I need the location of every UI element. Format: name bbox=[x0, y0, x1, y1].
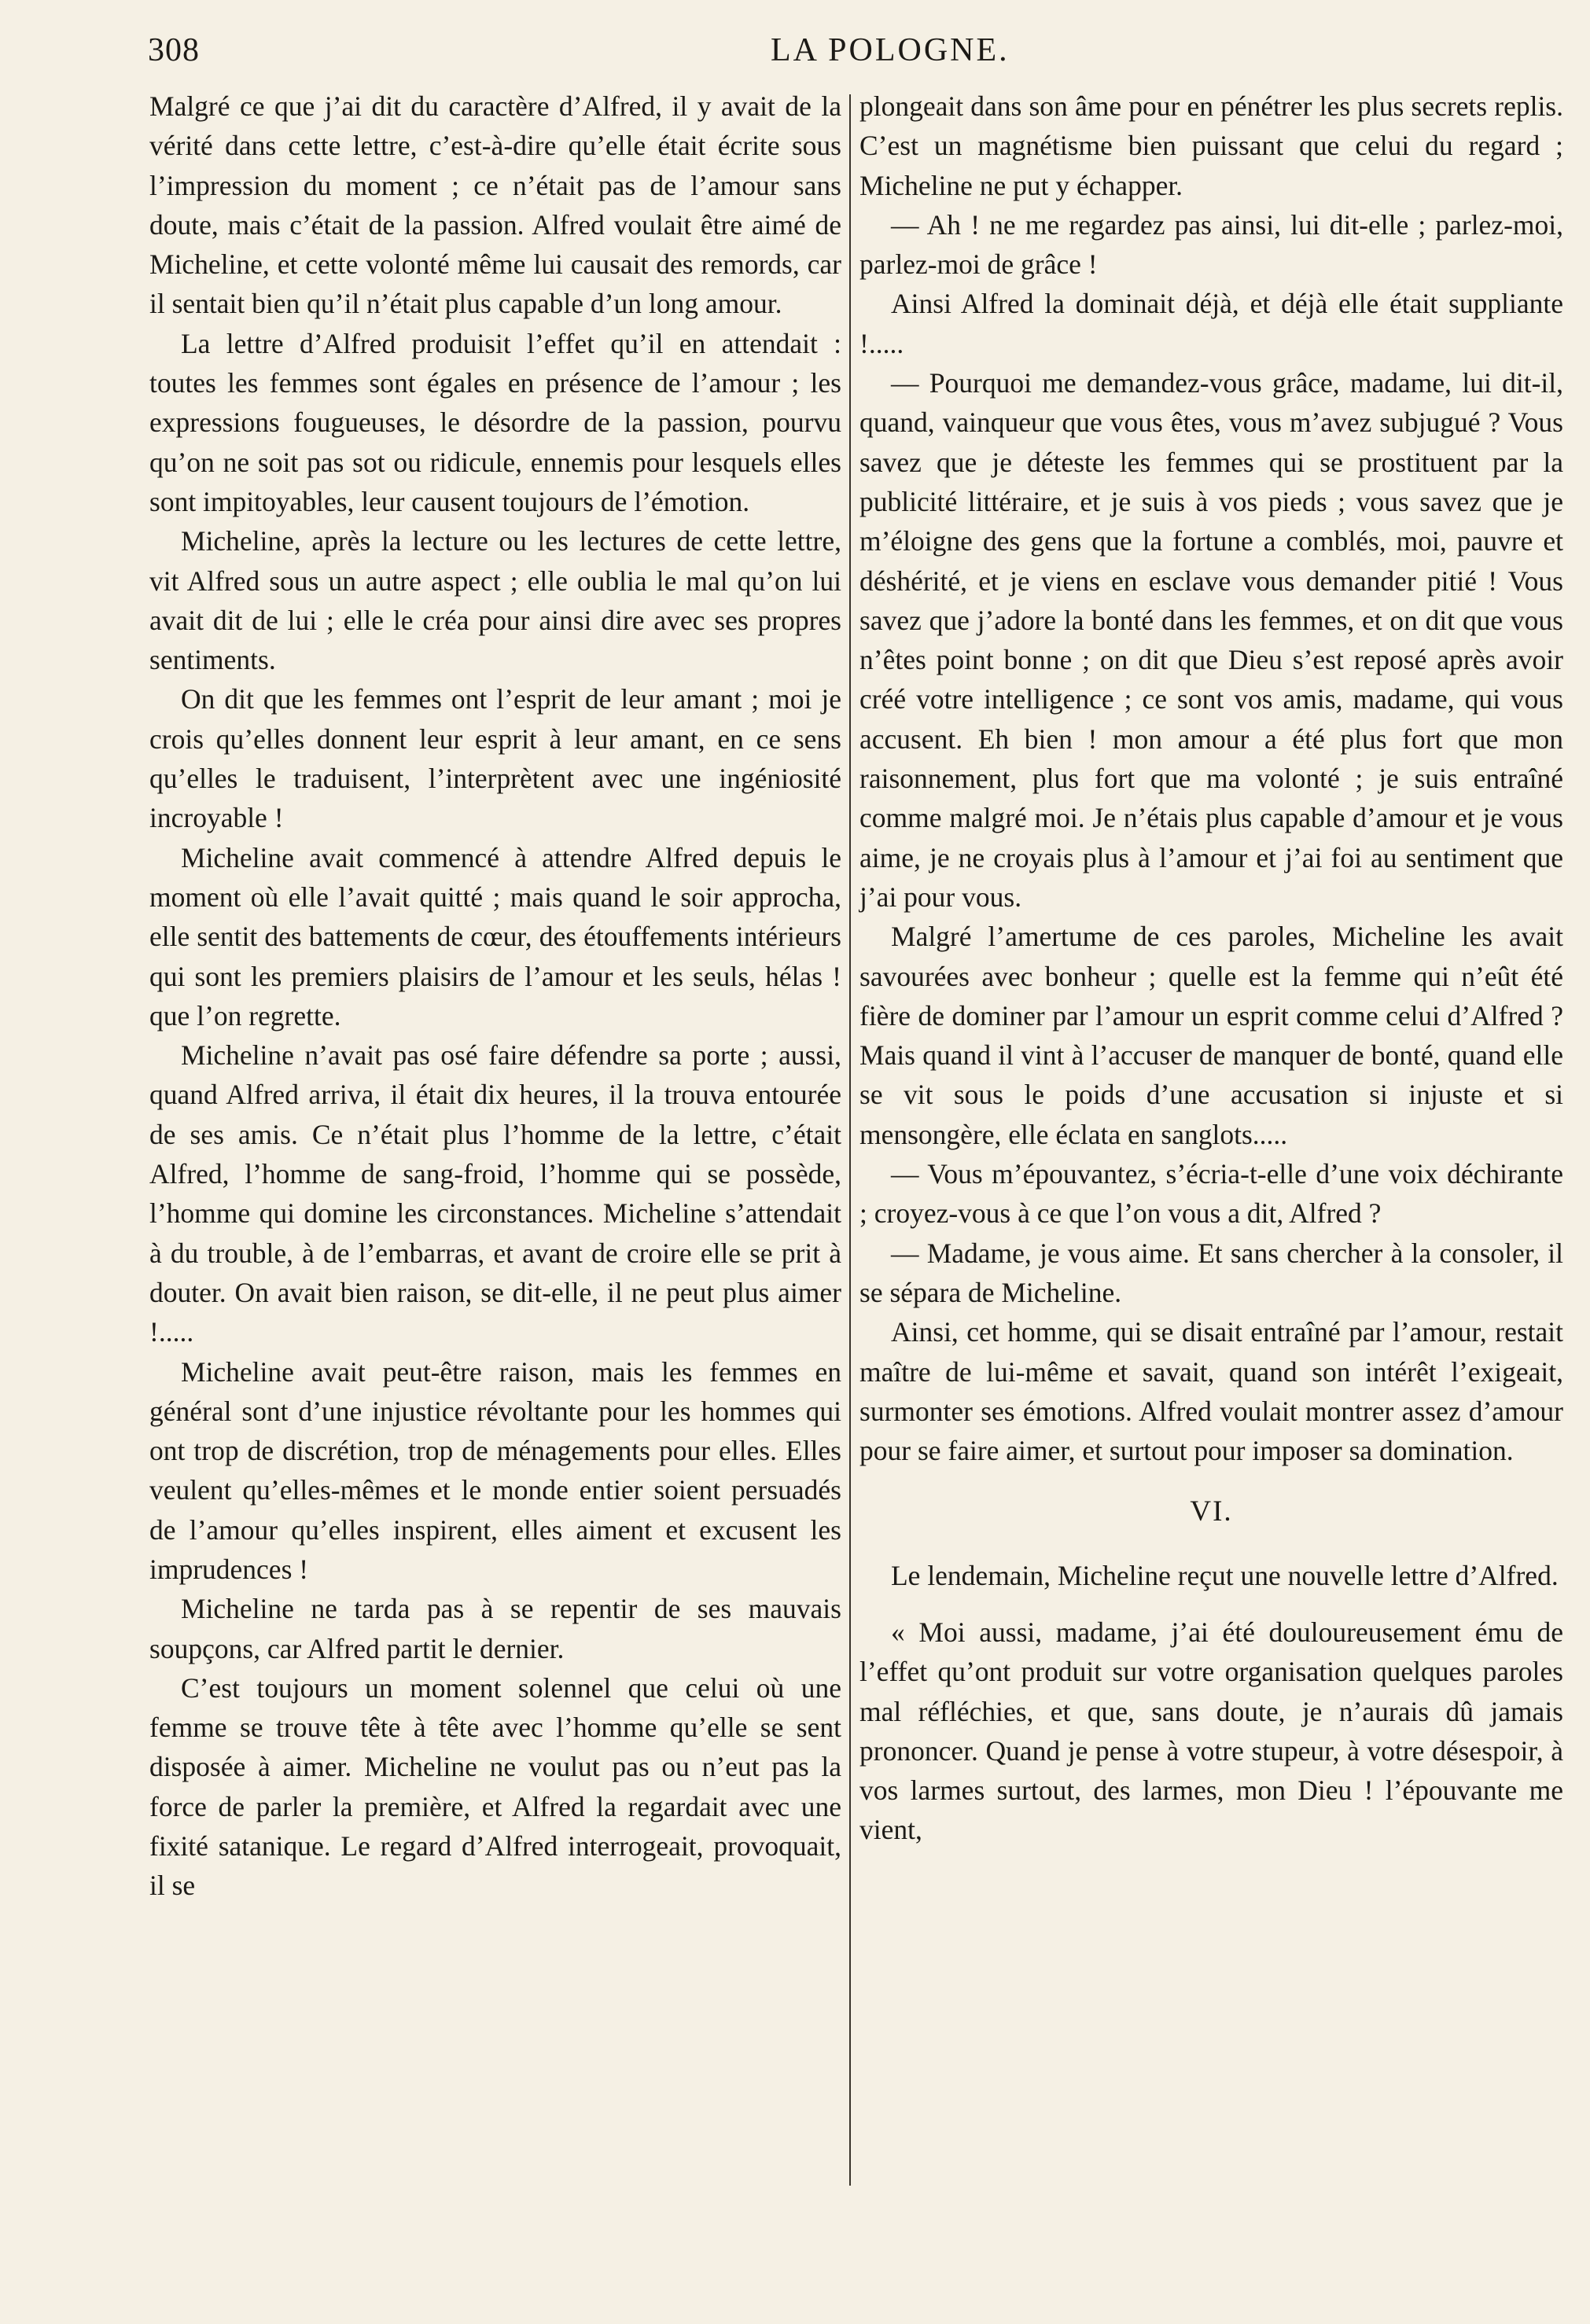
page-header bbox=[142, 31, 1557, 80]
paragraph: Malgré l’amertume de ces paroles, Micheline les avait savourées avec bonheur ; quelle est la femme qui n’eût été fière de dominer par l’amour un esprit comme celui d’Alfred ? Mais quand il vint à l’accuser de manquer de bonté, quand elle se vit sous le poids d’une accusation si injuste et si mensongère, elle éclata en sanglots..... bbox=[859, 921, 1563, 1150]
paragraph: Ainsi Alfred la dominait déjà, et déjà elle était suppliante !..... bbox=[859, 288, 1563, 359]
column-divider bbox=[849, 94, 851, 2186]
letter-paragraph: « Moi aussi, madame, j’ai été douloureusement ému de l’effet qu’ont produit sur votre organisation quelques paroles mal réfléchies, et que, sans doute, je n’aurais dû jamais prononcer. Quand je pense à votre stupeur, à votre désespoir, à vos larmes surtout, des larmes, mon Dieu ! l’épouvante me vient, bbox=[859, 1616, 1563, 1846]
running-title: LA POLOGNE. bbox=[771, 32, 1010, 68]
right-column bbox=[859, 86, 1563, 1850]
paragraph: plongeait dans son âme pour en pénétrer les plus secrets replis. C’est un magnétisme bien puissant que celui du regard ; Micheline ne put y échapper. bbox=[859, 90, 1563, 201]
paragraph: — Pourquoi me demandez-vous grâce, madame, lui dit-il, quand, vainqueur que vous êtes, vous m’avez subjugué ? Vous savez que je déteste les femmes qui se prostituent par la publicité littéraire, et je suis à vos pieds ; vous savez que je m’éloigne des gens que la fortune a comblés, moi, pauvre et déshérité, et je viens en esclave vous demander pitié ! Vous savez que j’adore la bonté dans les femmes, et on dit que vous n’êtes point bonne ; on dit que Dieu s’est reposé après avoir créé votre intelligence ; ce sont vos amis, madame, qui vous accusent. Eh bien ! mon amour a été plus fort que mon raisonnement, plus fort que ma volonté ; je suis entraîné comme malgré moi. Je n’étais plus capable d’amour et je vous aime, je ne croyais plus à l’amour et j’ai foi au sentiment que j’ai pour vous. bbox=[859, 367, 1563, 913]
paragraph-gap bbox=[859, 1595, 1563, 1612]
paragraph: On dit que les femmes ont l’esprit de leur amant ; moi je crois qu’elles donnent leur esprit à leur amant, en ce sens qu’elles le traduisent, l’interprètent avec une ingéniosité incroyable ! bbox=[149, 683, 841, 834]
paragraph: — Ah ! ne me regardez pas ainsi, lui dit-elle ; parlez-moi, parlez-moi de grâce ! bbox=[859, 208, 1563, 281]
paragraph: — Madame, je vous aime. Et sans chercher à la consoler, il se sépara de Micheline. bbox=[859, 1237, 1563, 1308]
paragraph: Malgré ce que j’ai dit du caractère d’Alfred, il y avait de la vérité dans cette lettre, c’est-à-dire qu’elle était écrite sous l’impression du moment ; ce n’était pas de l’amour sans doute, mais c’était de la passion. Alfred voulait être aimé de Micheline, et cette volonté même lui causait des remords, car il sentait bien qu’il n’était plus capable d’un long amour. bbox=[149, 90, 841, 320]
paragraph: Micheline, après la lecture ou les lectures de cette lettre, vit Alfred sous un autre aspect ; elle oublia le mal qu’on lui avait dit de lui ; elle le créa pour ainsi dire avec ses propres sentiments. bbox=[149, 525, 841, 676]
paragraph: Micheline avait commencé à attendre Alfred depuis le moment où elle l’avait quitté ; mais quand le soir approcha, elle sentit des battements de cœur, des étouffements intérieurs qui sont les premiers plaisirs de l’amour et les seuls, hélas ! que l’on regrette. bbox=[149, 841, 841, 1031]
paragraph: La lettre d’Alfred produisit l’effet qu’il en attendait : toutes les femmes sont égales en présence de l’amour ; les expressions fougueuses, le désordre de la passion, pourvu qu’on ne soit pas sot ou ridicule, ennemis pour lesquels elles sont impitoyables, leur causent toujours de l’émotion. bbox=[149, 327, 841, 517]
left-column bbox=[149, 86, 841, 1906]
paragraph: Micheline ne tarda pas à se repentir de ses mauvais soupçons, car Alfred partit le dernier. bbox=[149, 1593, 841, 1664]
paragraph: Le lendemain, Micheline reçut une nouvelle lettre d’Alfred. bbox=[891, 1559, 1559, 1591]
section-heading: VI. bbox=[1190, 1495, 1233, 1528]
paragraph: C’est toujours un moment solennel que celui où une femme se trouve tête à tête avec l’homme qu’elle se sent disposée à aimer. Micheline ne voulut pas ou n’eut pas la force de parler la première, et Alfred la regardait avec une fixité satanique. Le regard d’Alfred interrogeait, provoquait, il se bbox=[149, 1671, 841, 1902]
paragraph: Ainsi, cet homme, qui se disait entraîné par l’amour, restait maître de lui-même et savait, quand son intérêt l’exigeait, surmonter ses émotions. Alfred voulait montrer assez d’amour pour se faire aimer, et surtout pour imposer sa domination. bbox=[859, 1316, 1563, 1467]
paragraph: Micheline avait peut-être raison, mais les femmes en général sont d’une injustice révoltante pour les hommes qui ont trop de discrétion, trop de ménagements pour elles. Elles veulent qu’elles-mêmes et le monde entier soient persuadés de l’amour qu’elles inspirent, elles aiment et excusent les imprudences ! bbox=[149, 1355, 841, 1585]
paragraph: — Vous m’épouvantez, s’écria-t-elle d’une voix déchirante ; croyez-vous à ce que l’on vous a dit, Alfred ? bbox=[859, 1158, 1563, 1230]
page-number: 308 bbox=[148, 32, 200, 68]
paragraph: Micheline n’avait pas osé faire défendre sa porte ; aussi, quand Alfred arriva, il était dix heures, il la trouva entourée de ses amis. Ce n’était plus l’homme de la lettre, c’était Alfred, l’homme de sang-froid, l’homme qui se possède, l’homme qui domine les circonstances. Micheline s’attendait à du trouble, à de l’embarras, et avant de croire elle se prit à douter. On avait bien raison, se dit-elle, il ne peut plus aimer !..... bbox=[149, 1039, 841, 1348]
